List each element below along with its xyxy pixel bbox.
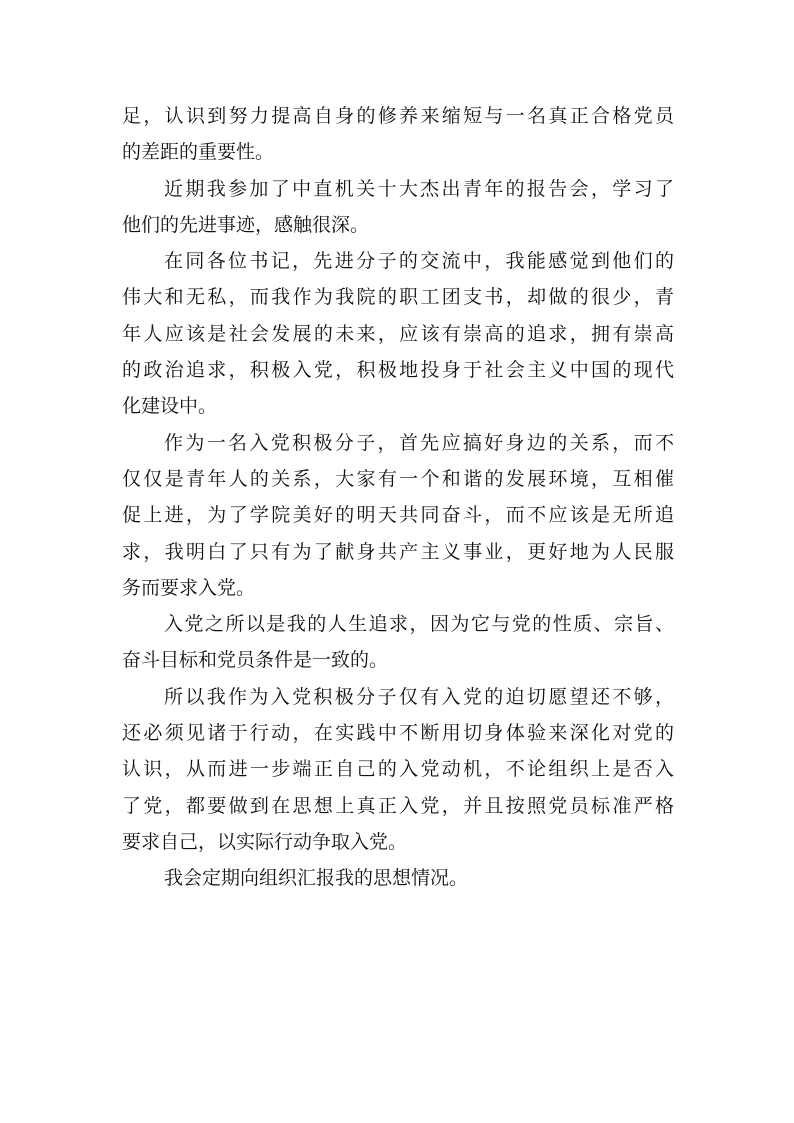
text-line: 仅仅是青年人的关系，大家有一个和谐的发展环境，互相催 <box>122 467 674 490</box>
text-line: 足，认识到努力提高自身的修养来缩短与一名真正合格党员 <box>122 105 674 127</box>
text-line: 奋斗目标和党员条件是一致的。 <box>122 649 389 672</box>
text-line: 伟大和无私，而我作为我院的职工团支书，却做的很少，青 <box>122 286 674 309</box>
text-line: 所以我作为入党积极分子仅有入党的迫切愿望还不够， <box>164 685 674 708</box>
text-line: 入党之所以是我的人生追求，因为它与党的性质、宗旨、 <box>164 613 674 636</box>
text-line: 促上进，为了学院美好的明天共同奋斗，而不应该是无所追 <box>122 504 674 527</box>
text-line: 务而要求入党。 <box>122 576 256 599</box>
text-line: 要求自己，以实际行动争取入党。 <box>122 830 408 853</box>
document-body <box>122 98 674 897</box>
text-line: 年人应该是社会发展的未来，应该有崇高的追求，拥有崇高 <box>122 322 674 345</box>
text-line: 近期我参加了中直机关十大杰出青年的报告会，学习了 <box>164 177 674 200</box>
text-line: 作为一名入党积极分子，首先应搞好身边的关系，而不 <box>164 431 674 454</box>
text-line: 认识，从而进一步端正自己的入党动机，不论组织上是否入 <box>122 758 674 781</box>
text-line: 化建设中。 <box>122 395 218 418</box>
text-line: 了党，都要做到在思想上真正入党，并且按照党员标准严格 <box>122 794 674 817</box>
text-line: 在同各位书记，先进分子的交流中，我能感觉到他们的 <box>164 250 674 273</box>
text-line: 他们的先进事迹，感触很深。 <box>122 213 370 236</box>
text-line: 我会定期向组织汇报我的思想情况。 <box>164 867 469 890</box>
text-line: 的差距的重要性。 <box>122 141 275 164</box>
text-line: 求，我明白了只有为了献身共产主义事业，更好地为人民服 <box>122 540 674 563</box>
text-line: 的政治追求，积极入党，积极地投身于社会主义中国的现代 <box>122 359 674 382</box>
text-line: 还必须见诸于行动，在实践中不断用切身体验来深化对党的 <box>122 722 674 745</box>
